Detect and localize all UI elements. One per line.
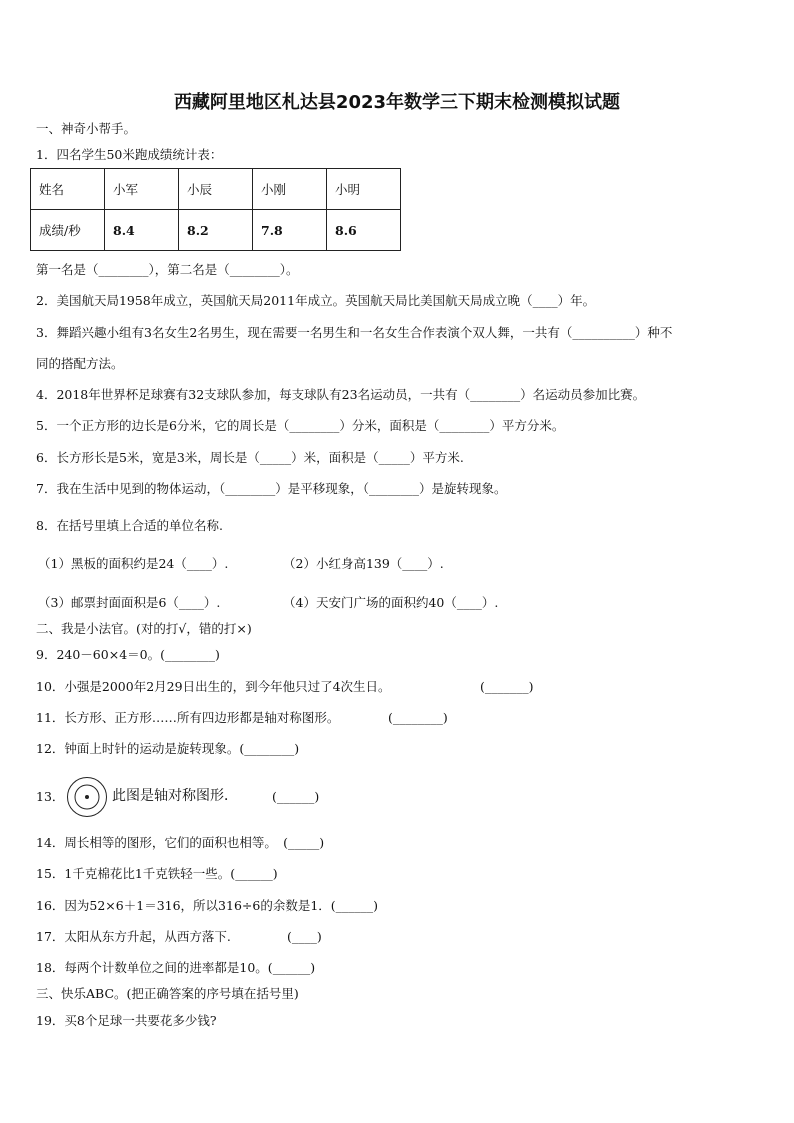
table-cell: 小军 — [105, 169, 179, 210]
question-13-text: 此图是轴对称图形． — [112, 788, 238, 804]
question-13-number: 13． — [36, 789, 65, 804]
question-16: 16．因为52×6＋1＝316，所以316÷6的余数是1．(______) — [36, 898, 379, 913]
question-8-item-2: （2）小红身高139（____）. — [283, 556, 444, 571]
table-cell: 8.2 — [179, 210, 253, 251]
question-14: 14．周长相等的图形，它们的面积也相等。 (_____) — [36, 835, 325, 850]
section-heading-1: 一、神奇小帮手。 — [36, 121, 137, 136]
table-cell: 成绩/秒 — [31, 210, 105, 251]
concentric-circles-figure — [66, 776, 108, 818]
score-table — [30, 168, 401, 251]
table-cell: 8.6 — [327, 210, 401, 251]
question-1-prompt: 1．四名学生50米跑成绩统计表： — [36, 147, 223, 162]
section-heading-2: 二、我是小法官。(对的打√，错的打×) — [36, 621, 252, 636]
question-10: 10．小强是2000年2月29日出生的，到今年他只过了4次生日。 — [36, 679, 391, 694]
question-13-blank: (______) — [272, 789, 320, 804]
table-cell: 8.4 — [105, 210, 179, 251]
page-title: 西藏阿里地区札达县2023年数学三下期末检测模拟试题 — [173, 92, 621, 113]
table-header-row — [31, 169, 401, 210]
table-cell: 小辰 — [179, 169, 253, 210]
table-cell: 姓名 — [31, 169, 105, 210]
question-8-item-1: （1）黑板的面积约是24（____）. — [38, 556, 229, 571]
question-17-blank: (____) — [287, 929, 322, 944]
question-8-prompt: 8．在括号里填上合适的单位名称. — [36, 518, 223, 533]
question-8-item-3: （3）邮票封面面积是6（____）. — [38, 595, 221, 610]
question-8-item-4: （4）天安门广场的面积约40（____）. — [283, 595, 499, 610]
question-11: 11．长方形、正方形……所有四边形都是轴对称图形。 — [36, 710, 340, 725]
question-11-blank: (________) — [388, 710, 448, 725]
question-19: 19．买8个足球一共要花多少钱? — [36, 1013, 217, 1028]
question-9: 9．240－60×4＝0。(________) — [36, 647, 220, 662]
table-row — [31, 210, 401, 251]
question-6: 6．长方形长是5米，宽是3米，周长是（_____）米，面积是（_____）平方米. — [36, 450, 464, 465]
question-1-answer-line: 第一名是（________），第二名是（________）。 — [36, 262, 299, 277]
question-17: 17．太阳从东方升起，从西方落下. — [36, 929, 231, 944]
table-cell: 小刚 — [253, 169, 327, 210]
question-7: 7．我在生活中见到的物体运动，（________）是平移现象，（________）是旋转现象。 — [36, 481, 507, 496]
question-12: 12．钟面上时针的运动是旋转现象。(________) — [36, 741, 300, 756]
question-3-line-1: 3．舞蹈兴趣小组有3名女生2名男生，现在需要一名男生和一名女生合作表演个双人舞，一共有（__________）种不 — [36, 325, 673, 340]
section-heading-3: 三、快乐ABC。(把正确答案的序号填在括号里) — [36, 986, 299, 1001]
question-4: 4．2018年世界杯足球赛有32支球队参加，每支球队有23名运动员，一共有（________）名运动员参加比赛。 — [36, 387, 646, 402]
question-2: 2．美国航天局1958年成立，英国航天局2011年成立。英国航天局比美国航天局成立晚（____）年。 — [36, 293, 596, 308]
question-5: 5．一个正方形的边长是6分米，它的周长是（________）分米，面积是（________）平方分米。 — [36, 418, 565, 433]
question-10-blank: (_______) — [480, 679, 534, 694]
table-cell: 7.8 — [253, 210, 327, 251]
question-18: 18．每两个计数单位之间的进率都是10。(______) — [36, 960, 316, 975]
table-cell: 小明 — [327, 169, 401, 210]
question-15: 15．1千克棉花比1千克铁轻一些。(______) — [36, 866, 278, 881]
question-3-line-2: 同的搭配方法。 — [36, 356, 124, 371]
